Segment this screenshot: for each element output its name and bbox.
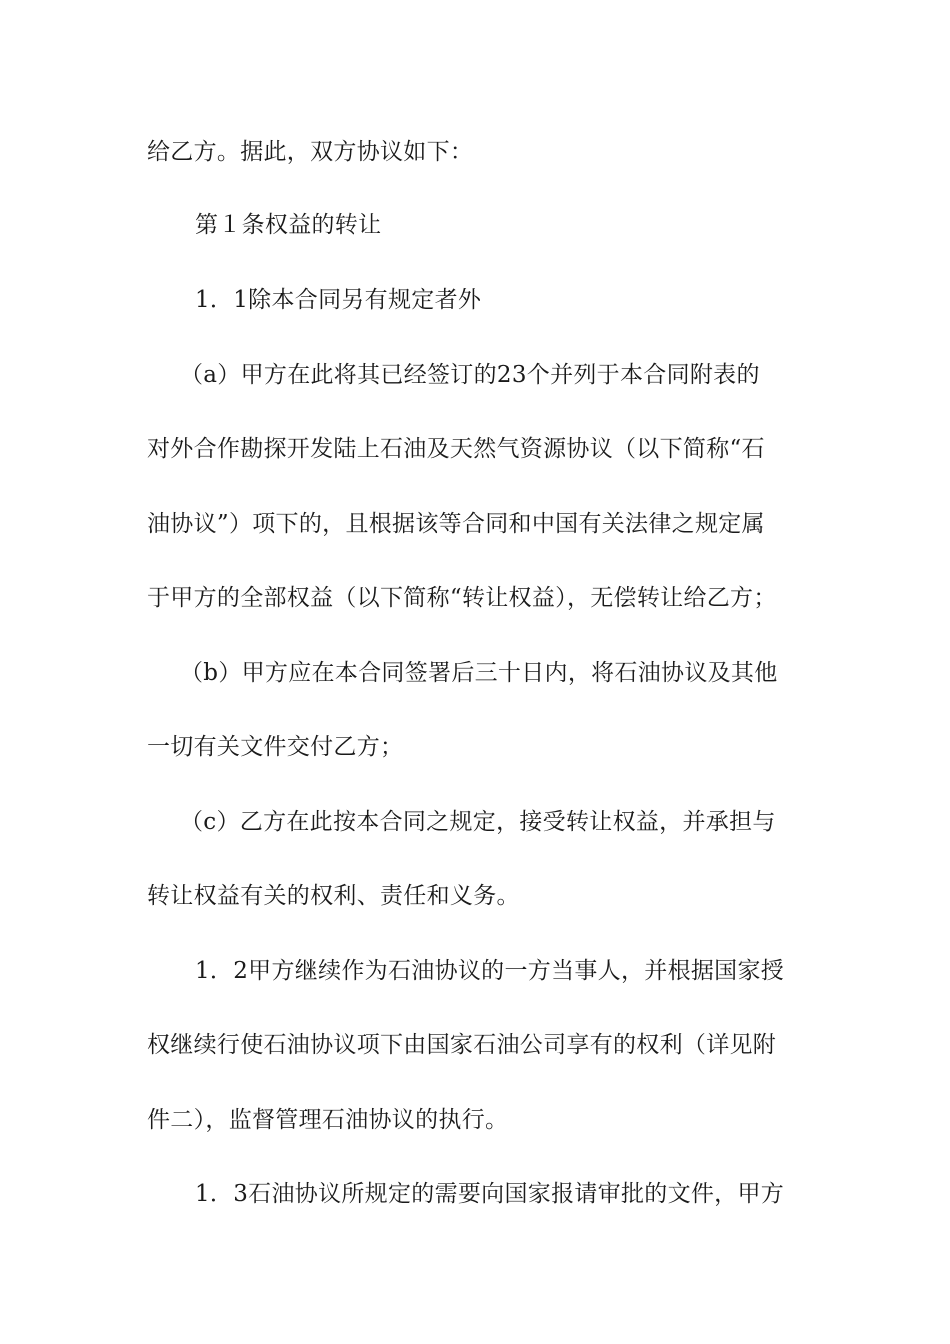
paragraph-line: （b）甲方应在本合同签署后三十日内，将石油协议及其他	[180, 660, 778, 686]
paragraph-line: （a）甲方在此将其已经签订的23个并列于本合同附表的	[180, 362, 760, 388]
paragraph-line: 对外合作勘探开发陆上石油及天然气资源协议（以下简称“石	[147, 436, 765, 462]
paragraph-line: 权继续行使石油协议项下由国家石油公司享有的权利（详见附	[147, 1032, 777, 1058]
paragraph-line: 于甲方的全部权益（以下简称“转让权益），无偿转让给乙方；	[147, 585, 777, 611]
paragraph-line: 件二），监督管理石油协议的执行。	[147, 1107, 509, 1133]
paragraph-line: 一切有关文件交付乙方；	[147, 734, 404, 760]
paragraph-line: 给乙方。据此，双方协议如下：	[147, 139, 474, 165]
paragraph-line: 油协议”）项下的，且根据该等合同和中国有关法律之规定属	[147, 511, 765, 537]
clause-heading: 1．1除本合同另有规定者外	[195, 287, 482, 313]
paragraph-line: 1．2甲方继续作为石油协议的一方当事人，并根据国家授	[195, 958, 785, 984]
paragraph-line: （c）乙方在此按本合同之规定，接受转让权益，并承担与	[180, 809, 776, 835]
section-heading: 第１条权益的转让	[195, 212, 382, 238]
paragraph-line: 转让权益有关的权利、责任和义务。	[147, 883, 520, 909]
paragraph-line: 1．3石油协议所规定的需要向国家报请审批的文件，甲方	[195, 1181, 785, 1207]
